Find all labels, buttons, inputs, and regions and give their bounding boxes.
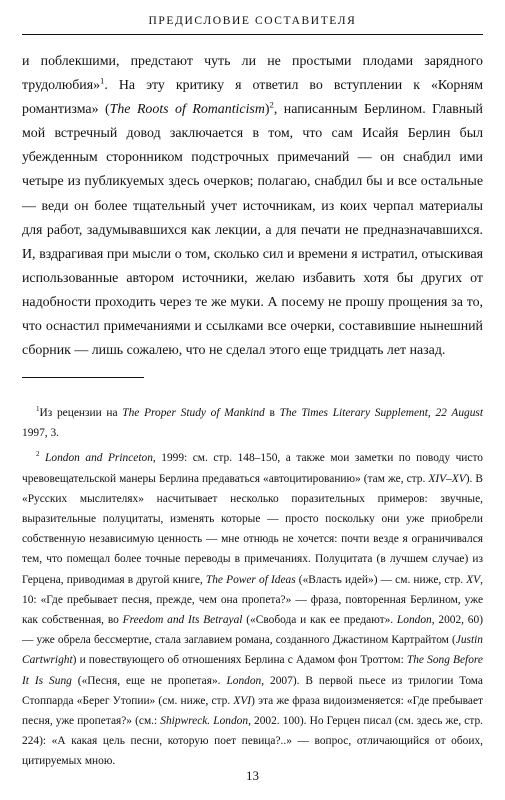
- text-run: («Песня, еще не пропетая».: [71, 674, 227, 687]
- italic-run: Freedom and Its Betrayal: [122, 614, 243, 627]
- text-run: ) эта же фраза видоизменяется: «Где пребывает песня, уже пропетая?» (см.:: [22, 694, 483, 728]
- italic-run: XIV–XV: [428, 472, 466, 485]
- text-run: («Свобода и как ее предают».: [242, 614, 397, 627]
- footnote-number: 2: [36, 450, 40, 459]
- text-run: . На эту критику я ответил во вступлении к «Корням романтизма» (: [22, 78, 483, 118]
- footnote-ref-2[interactable]: 2: [269, 99, 274, 110]
- italic-run: Shipwreck. London: [160, 715, 249, 728]
- book-title-italic: The Roots of Romanticism: [109, 102, 265, 118]
- running-title: ПРЕДИСЛОВИЕ СОСТАВИТЕЛЯ: [148, 15, 357, 27]
- text-run: в: [264, 407, 280, 419]
- text-run: , 1999: см. стр. 148–150, а также мои заметки по поводу чисто чревовещательской манеры Берлина предаваться «автоцитированию» (там же, стр.: [22, 452, 483, 485]
- text-run: Из рецензии на: [39, 407, 123, 419]
- text-run: ). В «Русских мыслителях» насчитывает несколько поразительных примеров: звучные, выразительные полуцитаты, изменять которые — просто поскольку они уже приобрели собственную независимую ценность — мне отнюдь не хочется: почти везде я ограничивался тем, что помещал более точные переводы в примечаниях. Полуцитата (в лучшем случае) из Герцена, приводимая в другой книге,: [22, 472, 483, 586]
- text-run: 1997, 3.: [22, 427, 60, 440]
- italic-run: Justin Cartwright: [22, 634, 483, 667]
- footnote-separator: [22, 377, 144, 378]
- text-run: , 2007). В первой пьесе из трилогии Тома Стоппарда «Берег Утопии» (см. ниже, стр.: [22, 674, 483, 707]
- text-run: ) и повествующего об отношениях Берлина с Адамом фон Троттом:: [72, 654, 407, 667]
- text-run: , 2002. 100). Но Герцен писал (см. здесь же, стр. 224): «А какая цель песни, которую поет певица?..» — вопрос, отличающийся от обоих, цитируемых мною.: [22, 715, 483, 768]
- italic-run: The Proper Study of Mankind: [122, 407, 265, 419]
- italic-run: The Power of Ideas: [205, 573, 296, 586]
- text-run: , написанным Берлином. Главный мой встречный довод заключается в том, что сам Исайя Берлин был убежденным сторонником подстрочных примечаний — он снабдил ими четыре из публикуемых здесь очерков; полагаю, снабдил бы и все остальные — веди он более тщательный учет источникам, из коих черпал материалы для работ, задумывавшихся как лекции, а для печати не предназначавшихся. И, вздрагивая при мысли о том, сколько сил и времени я истратил, отыскивая использованные автором источники, желаю избавить хотя бы других от надобности проходить через те же муки. А посему не прошу прощения за то, что оснастил примечаниями и ссылками все очерки, составившие нынешний сборник — лишь сожалею, что не сделал этого еще тридцать лет назад.: [22, 102, 483, 359]
- page-number: 13: [246, 768, 259, 783]
- running-header: [22, 10, 483, 35]
- body-paragraph: [22, 50, 483, 363]
- text-run: ): [264, 102, 270, 118]
- footnotes: [22, 403, 483, 777]
- italic-run: XV: [466, 573, 481, 586]
- footnote-2: [22, 448, 483, 771]
- text-run: и поблекшими, предстают чуть ли не простыми плодами зарядного трудолюбия»: [22, 54, 483, 94]
- text-run: , 2002, 60) — уже обрела бессмертие, стала заглавием романа, созданного Джастином Картрайтом (: [22, 614, 483, 647]
- footnote-number: 1: [36, 405, 40, 414]
- italic-run: London: [396, 614, 432, 627]
- italic-run: The Times Literary Supplement, 22 August: [279, 407, 484, 419]
- italic-run: The Song Before It Is Sung: [22, 654, 483, 687]
- italic-run: London: [226, 674, 262, 687]
- footnote-1: [22, 403, 483, 443]
- main-text: [22, 50, 483, 363]
- footnote-ref-1[interactable]: 1: [100, 75, 105, 86]
- italic-run: XVI: [233, 694, 252, 707]
- text-run: («Власть идей») — см. ниже, стр.: [295, 573, 467, 586]
- italic-run: London and Princeton: [45, 452, 153, 465]
- text-run: , 10: «Где пребывает песня, прежде, чем она пропета?» — фраза, повторенная Берлином, уже как собственная, во: [22, 573, 484, 627]
